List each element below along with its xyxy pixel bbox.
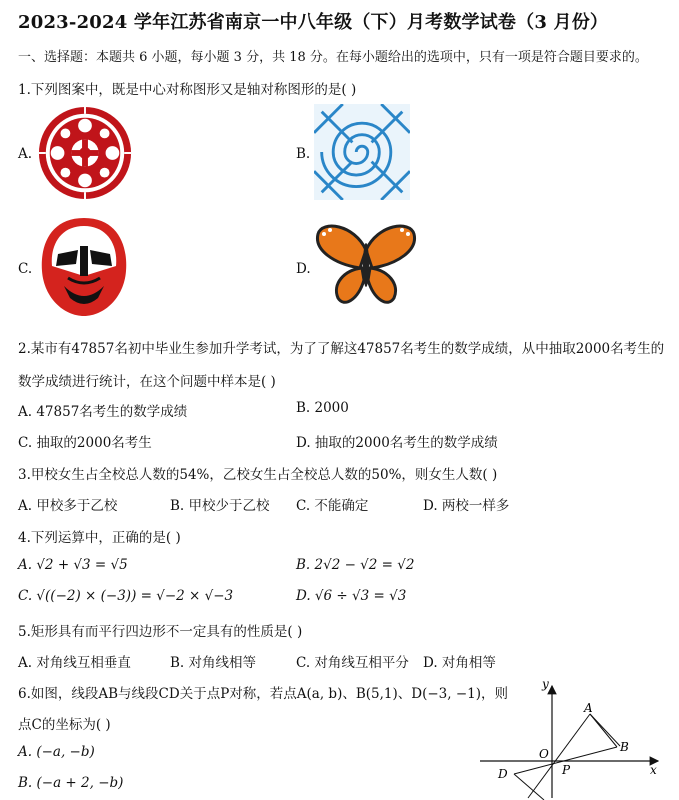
q1-option-b-label: B. [296, 146, 311, 162]
q6-option-a: A. (−a, −b) [18, 744, 95, 760]
point-p-label: P [562, 763, 571, 777]
q3-option-a: A. 甲校多于乙校 [18, 498, 118, 514]
q5-option-b: B. 对角线相等 [170, 655, 257, 671]
q4-option-a: A. √2 + √3 = √5 [18, 557, 128, 573]
y-axis-label: y [542, 677, 549, 691]
q2-option-b: B. 2000 [296, 400, 349, 416]
q1-option-c-label: C. [18, 261, 33, 277]
q1-option-a-label: A. [18, 146, 33, 162]
section-heading: 一、选择题：本题共 6 小题，每小题 3 分，共 18 分。在每小题给出的选项中，只有一项是符合题目要求的。 [18, 50, 648, 65]
q3-option-b: B. 甲校少于乙校 [170, 498, 270, 514]
q4-option-c: C. √((−2) × (−3)) = √−2 × √−3 [18, 588, 234, 604]
question-6-stem-line2: 点C的坐标为( ) [18, 717, 111, 733]
paper-cut-pattern-image [36, 104, 134, 202]
q1-option-d-label: D. [296, 261, 311, 277]
origin-label: O [539, 747, 549, 761]
q4-option-d: D. √6 ÷ √3 = √3 [296, 588, 407, 604]
q6-option-b: B. (−a + 2, −b) [18, 775, 124, 791]
point-b-label: B [620, 740, 629, 754]
butterfly-image [314, 220, 418, 310]
q5-option-d: D. 对角相等 [423, 655, 496, 671]
point-a-label: A [584, 701, 593, 715]
q2-option-a: A. 47857名考生的数学成绩 [18, 404, 188, 420]
q3-option-c: C. 不能确定 [296, 498, 369, 514]
q2-option-d: D. 抽取的2000名考生的数学成绩 [296, 435, 498, 451]
q5-option-a: A. 对角线互相垂直 [18, 655, 131, 671]
question-4-stem: 4.下列运算中，正确的是( ) [18, 530, 181, 546]
question-5-stem: 5.矩形具有而平行四边形不一定具有的性质是( ) [18, 624, 303, 640]
point-d-label: D [498, 767, 508, 781]
segment-ab [590, 714, 617, 747]
question-6-stem-line1: 6.如图，线段AB与线段CD关于点P对称，若点A(a, b)、B(5,1)、D(−3, −1)，则 [18, 686, 509, 702]
blue-spiral-image [314, 104, 410, 200]
q2-option-c: C. 抽取的2000名考生 [18, 435, 152, 451]
q5-option-c: C. 对角线互相平分 [296, 655, 409, 671]
question-1-stem: 1.下列图案中，既是中心对称图形又是轴对称图形的是( ) [18, 82, 357, 98]
x-axis-label: x [650, 763, 657, 777]
q3-option-d: D. 两校一样多 [423, 498, 510, 514]
q4-option-b: B. 2√2 − √2 = √2 [296, 557, 415, 573]
coordinate-figure [474, 676, 668, 800]
exam-title: 2023-2024 学年江苏省南京一中八年级（下）月考数学试卷（3 月份） [18, 12, 609, 33]
opera-mask-image [38, 216, 130, 318]
question-3-stem: 3.甲校女生占全校总人数的54%，乙校女生占全校总人数的50%，则女生人数( ) [18, 467, 498, 483]
question-2-stem-line1: 2.某市有47857名初中毕业生参加升学考试，为了了解这47857名考生的数学成绩，从中抽取2000名考生的 [18, 341, 665, 357]
question-2-stem-line2: 数学成绩进行统计，在这个问题中样本是( ) [18, 374, 276, 390]
